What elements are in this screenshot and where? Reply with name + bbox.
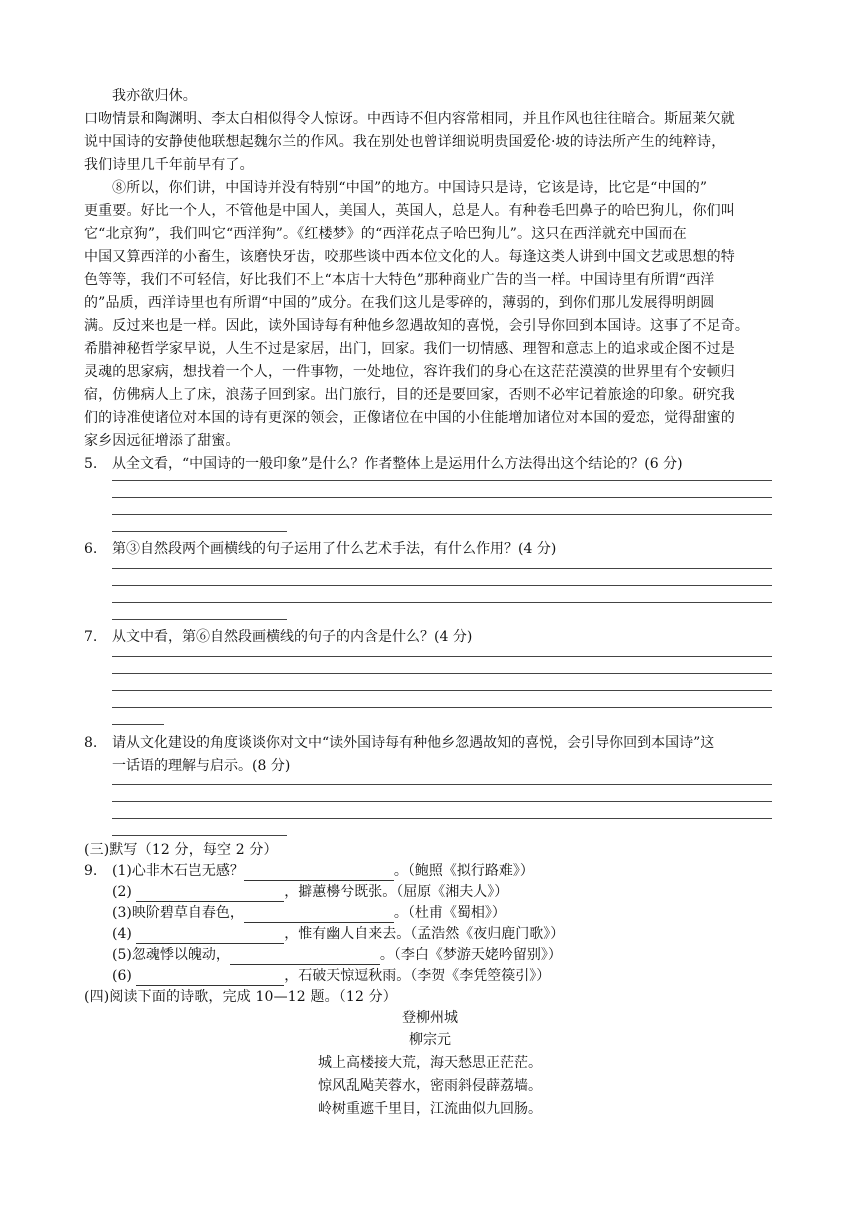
fill-blank[interactable] — [244, 907, 394, 923]
dictation-suffix: ，惟有幽人自来去。（孟浩然《夜归鹿门歌》） — [284, 926, 565, 942]
answer-line[interactable] — [112, 818, 772, 819]
question-number: 6. — [84, 541, 98, 557]
passage-line: 的”品质，西洋诗里也有所谓“中国的”成分。在我们这儿是零碎的，薄弱的，到你们那儿发展得明朗圆 — [84, 295, 715, 311]
question-text: 从全文看，“中国诗的一般印象”是什么？作者整体上是运用什么方法得出这个结论的？(6 分) — [112, 456, 683, 472]
passage-line: 口吻情景和陶渊明、李太白相似得令人惊讶。中西诗不但内容常相同，并且作风也往往暗合。斯屈莱欠就 — [84, 111, 735, 127]
passage-line: 色等等，我们不可轻信，好比我们不上“本店十大特色”那种商业广告的当一样。中国诗里有所谓“西洋 — [84, 272, 715, 288]
passage-line: 灵魂的思家病，想找着一个人，一件事物，一处地位，容许我们的身心在这茫茫漠漠的世界里有个安顿归 — [84, 364, 735, 380]
poem-line: 惊风乱飐芙蓉水，密雨斜侵薜荔墙。 — [318, 1078, 542, 1094]
answer-line[interactable] — [112, 531, 287, 532]
answer-line[interactable] — [112, 784, 772, 785]
dictation-suffix: ，擗蕙櫋兮既张。（屈原《湘夫人》） — [284, 884, 509, 900]
passage-line: 更重要。好比一个人，不管他是中国人，美国人，英国人，总是人。有种卷毛凹鼻子的哈巴狗儿，你们叫 — [84, 203, 735, 219]
answer-line[interactable] — [112, 514, 772, 515]
answer-line[interactable] — [112, 724, 164, 725]
section-heading: (四)阅读下面的诗歌，完成 10—12 题。（12 分） — [84, 989, 397, 1005]
dictation-suffix: 。（李白《梦游天姥吟留别》） — [379, 947, 562, 963]
passage-line: 宿，仿佛病人上了床，浪荡子回到家。出门旅行，目的还是要回家，否则不必牢记着旅途的印象。研究我 — [84, 387, 735, 403]
poem-author: 柳宗元 — [409, 1032, 451, 1048]
dictation-item — [112, 882, 508, 902]
question-number: 9. — [84, 863, 98, 879]
answer-line[interactable] — [112, 801, 772, 802]
section-heading: (三)默写（12 分，每空 2 分） — [84, 842, 278, 858]
dictation-item — [112, 903, 506, 923]
poem-title: 登柳州城 — [402, 1010, 458, 1026]
dictation-prefix: (6) — [112, 968, 137, 984]
answer-line[interactable] — [112, 568, 772, 569]
dictation-suffix: 。（杜甫《蜀相》） — [393, 905, 506, 921]
dictation-item — [112, 945, 562, 965]
passage-line: 它“北京狗”，我们叫它“西洋狗”。《红楼梦》的“西洋花点子哈巴狗儿”。这只在西洋就充中国而在 — [84, 226, 687, 242]
answer-line[interactable] — [112, 656, 772, 657]
answer-line[interactable] — [112, 619, 287, 620]
answer-line[interactable] — [112, 690, 772, 691]
passage-line: ⑧所以，你们讲，中国诗并没有特别“中国”的地方。中国诗只是诗，它该是诗，比它是“中国的” — [112, 180, 708, 196]
fill-blank[interactable] — [136, 970, 284, 986]
poem-line: 岭树重遮千里目，江流曲似九回肠。 — [318, 1101, 542, 1117]
passage-line: 中国又算西洋的小畜生，该磨快牙齿，咬那些谈中西本位文化的人。每逢这类人讲到中国文艺或思想的特 — [84, 249, 735, 265]
passage-line: 我们诗里几千年前早有了。 — [84, 157, 254, 173]
fill-blank[interactable] — [136, 928, 284, 944]
answer-line[interactable] — [112, 585, 772, 586]
dictation-prefix: (3)映阶碧草自春色， — [112, 905, 244, 921]
dictation-item — [112, 924, 564, 944]
dictation-suffix: 。（鲍照《拟行路难》） — [393, 863, 534, 879]
passage-line: 说中国诗的安静使他联想起魏尔兰的作风。我在别处也曾详细说明贵国爱伦·坡的诗法所产生的纯粹诗， — [84, 134, 726, 150]
question-text: 请从文化建设的角度谈谈你对文中“读外国诗每有种他乡忽遇故知的喜悦，会引导你回到本国诗”这 — [112, 735, 715, 751]
question-text-continued: 一话语的理解与启示。(8 分) — [112, 758, 291, 774]
answer-line[interactable] — [112, 602, 772, 603]
question-text: 从文中看，第⑥自然段画横线的句子的内含是什么？(4 分) — [112, 629, 473, 645]
question-number: 5. — [84, 456, 98, 472]
passage-line: 希腊神秘哲学家早说，人生不过是家居，出门，回家。我们一切情感、理智和意志上的追求或企图不过是 — [84, 341, 735, 357]
dictation-prefix: (5)忽魂悸以魄动， — [112, 947, 230, 963]
passage-line: 满。反过来也是一样。因此，读外国诗每有种他乡忽遇故知的喜悦，会引导你回到本国诗。这事了不足奇。 — [84, 318, 750, 334]
question-number: 8. — [84, 735, 98, 751]
passage-line: 我亦欲归休。 — [112, 88, 197, 104]
question-number: 7. — [84, 629, 98, 645]
dictation-item — [112, 966, 550, 986]
answer-line[interactable] — [112, 835, 287, 836]
dictation-suffix: ，石破天惊逗秋雨。（李贺《李凭箜篌引》） — [284, 968, 551, 984]
fill-blank[interactable] — [136, 886, 284, 902]
fill-blank[interactable] — [230, 949, 380, 965]
passage-line: 家乡因远征增添了甜蜜。 — [84, 433, 240, 449]
answer-line[interactable] — [112, 673, 772, 674]
answer-line[interactable] — [112, 707, 772, 708]
answer-line[interactable] — [112, 480, 772, 481]
dictation-prefix: (4) — [112, 926, 137, 942]
fill-blank[interactable] — [244, 865, 394, 881]
passage-line: 们的诗准使诸位对本国的诗有更深的领会，正像诸位在中国的小住能增加诸位对本国的爱恋，觉得甜蜜的 — [84, 410, 735, 426]
dictation-prefix: (2) — [112, 884, 137, 900]
dictation-item — [112, 861, 534, 881]
question-text: 第③自然段两个画横线的句子运用了什么艺术手法，有什么作用？(4 分) — [112, 541, 557, 557]
answer-line[interactable] — [112, 497, 772, 498]
poem-line: 城上高楼接大荒，海天愁思正茫茫。 — [318, 1055, 542, 1071]
dictation-prefix: (1)心非木石岂无感？ — [112, 863, 244, 879]
